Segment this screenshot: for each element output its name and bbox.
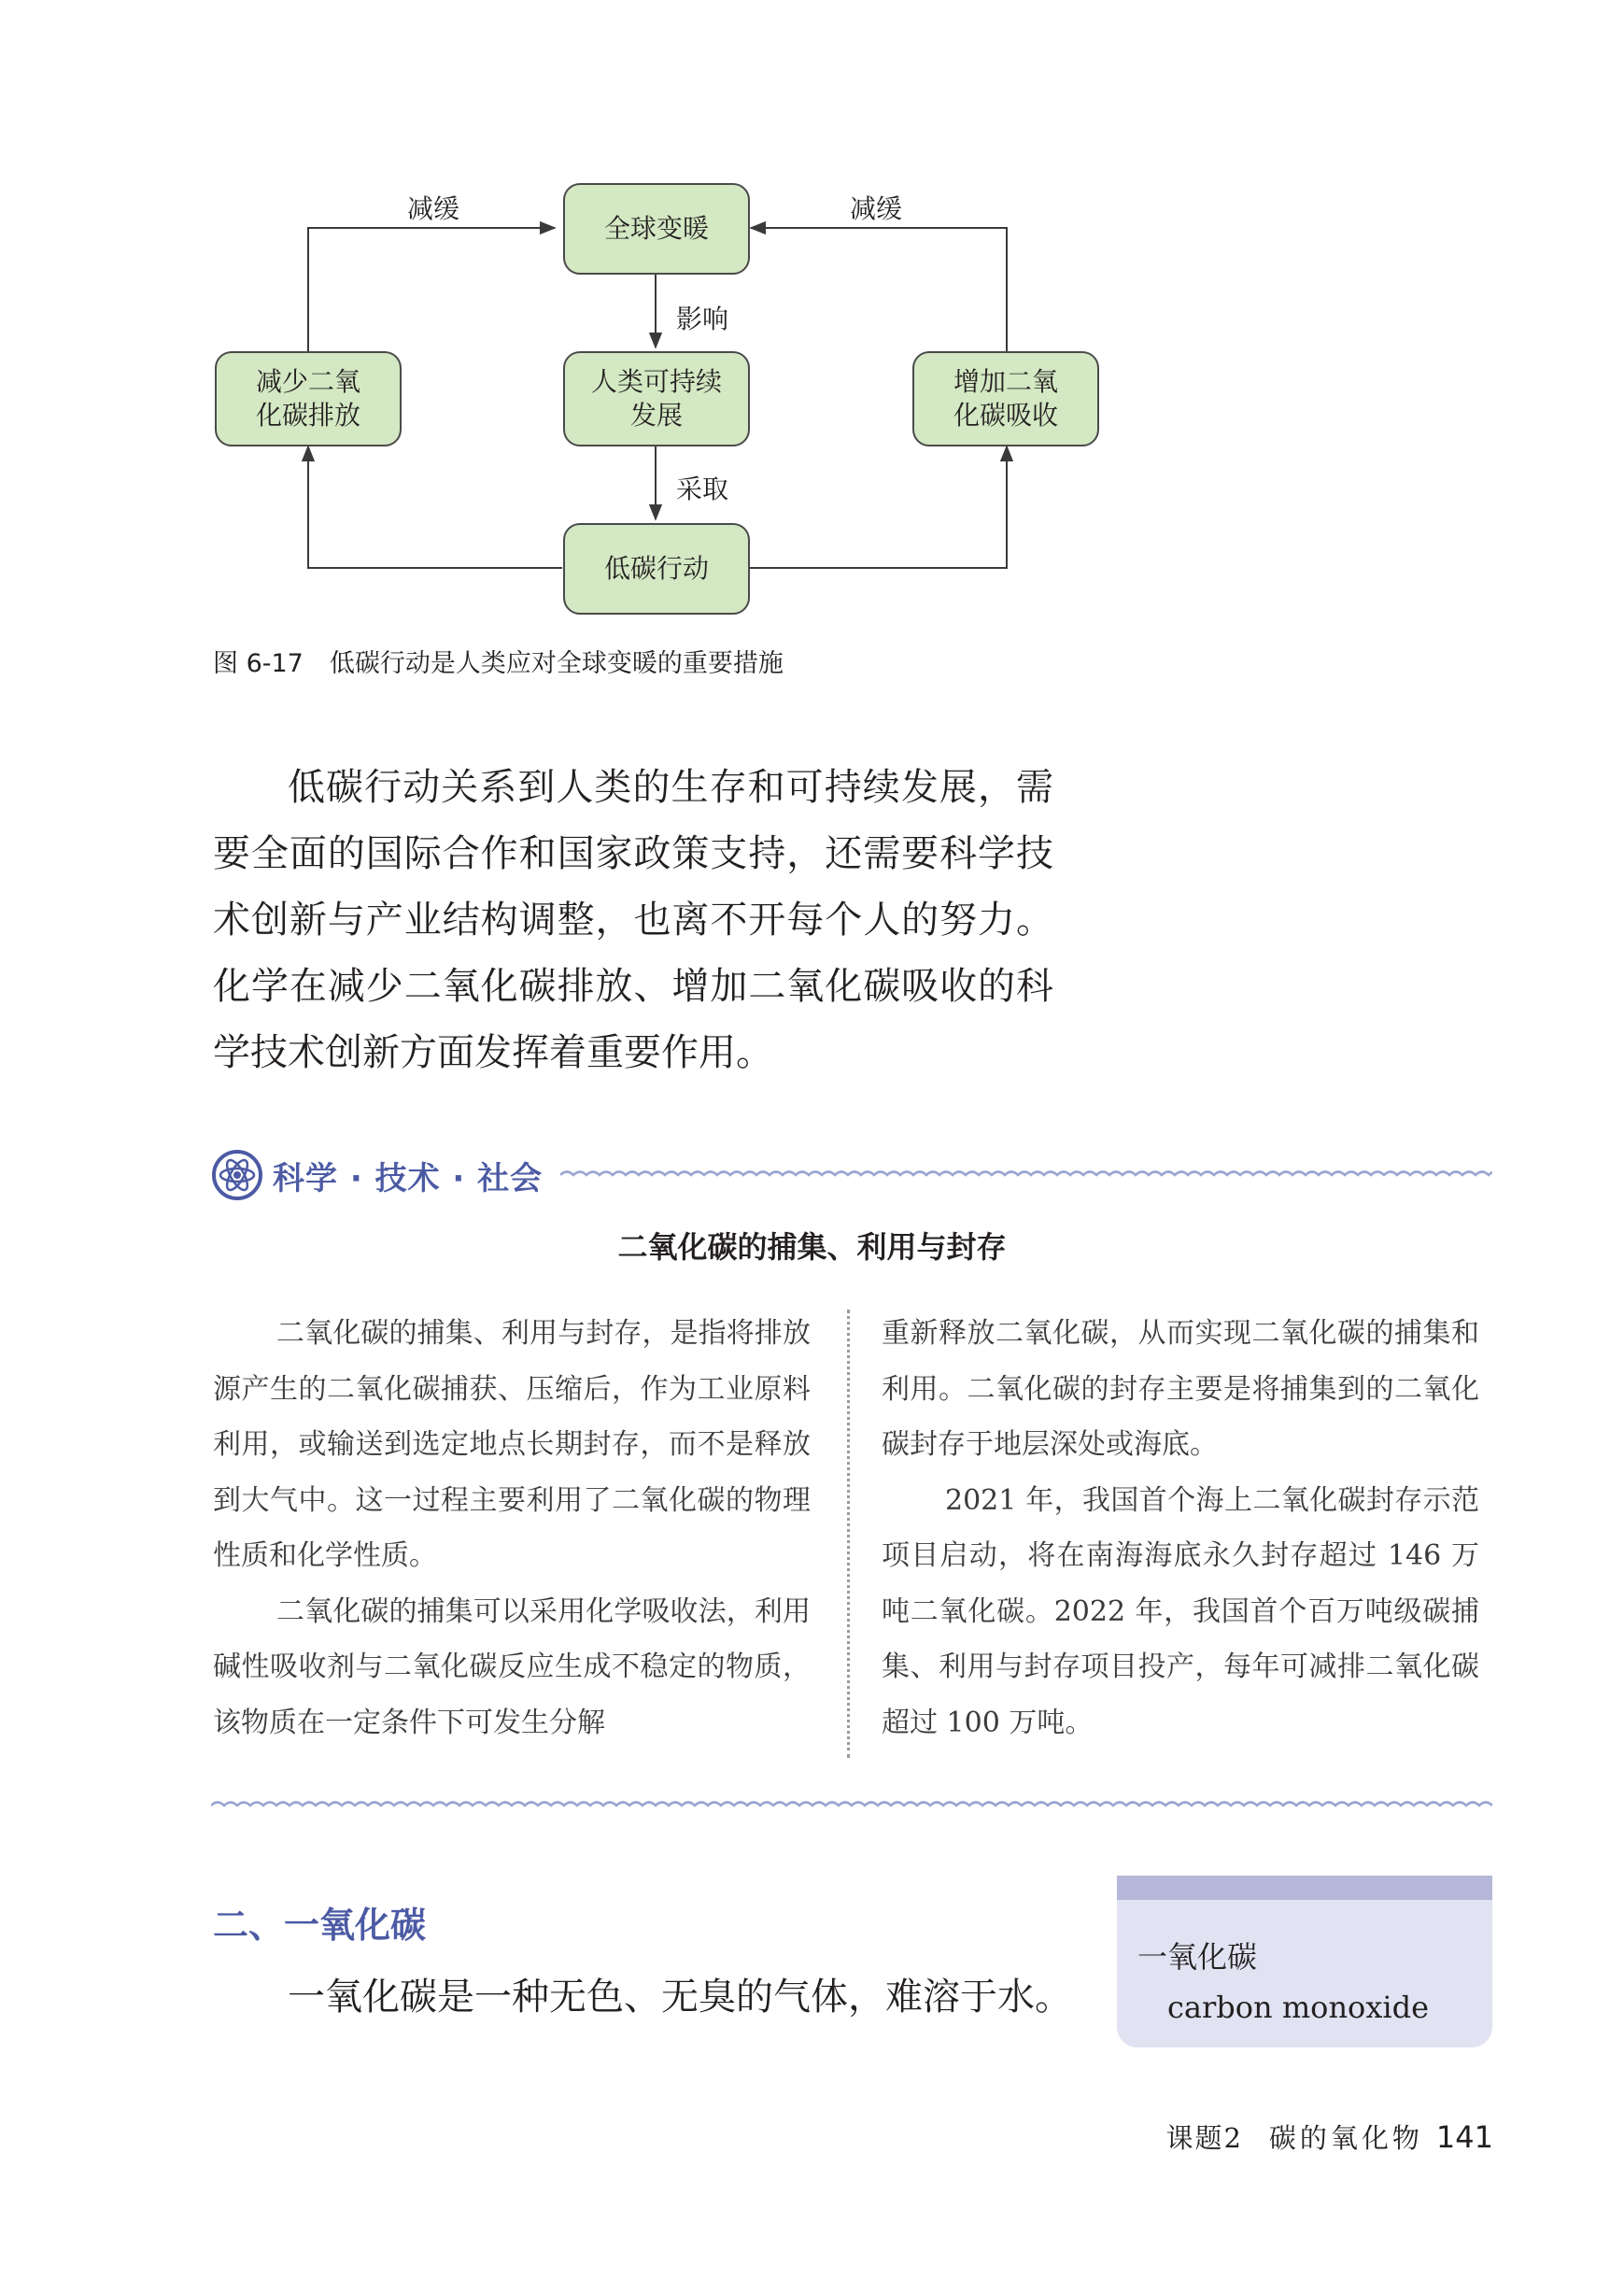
glossary-box-bar — [1117, 1876, 1492, 1900]
node-sustainable-development: 人类可持续 发展 — [563, 351, 750, 446]
page-footer — [1165, 2118, 1493, 2156]
column-divider — [847, 1310, 850, 1758]
box-left-column — [213, 1306, 811, 1750]
edge-lowcarbon-to-increase — [749, 446, 1007, 568]
box-right-paragraph-2: 2021 年，我国首个海上二氧化碳封存示范项目启动，将在南海海底永久封存超过 146 万吨二氧化碳。2022 年，我国首个百万吨级碳捕集、利用与封存项目投产，每年可减排二氧化碳超过 100 万吨。 — [882, 1483, 1479, 1739]
glossary-box — [1117, 1876, 1492, 2047]
label-right-mitigate: 减缓 — [850, 193, 903, 224]
label-affect: 影响 — [676, 304, 729, 334]
box-left-paragraph-1: 二氧化碳的捕集、利用与封存，是指将排放源产生的二氧化碳捕获、压缩后，作为工业原料利用，或输送到选定地点长期封存，而不是释放到大气中。这一过程主要利用了二氧化碳的物理性质和化学性质。 — [213, 1317, 811, 1572]
sts-section-title: 科学 · 技术 · 社会 — [273, 1159, 544, 1197]
section-body: 一氧化碳是一种无色、无臭的气体，难溶于水。 — [288, 1976, 1072, 2019]
caption-number: 图 6-17 — [213, 649, 304, 678]
wavy-divider-bottom — [211, 1798, 1492, 1813]
edge-reduce-to-warming — [308, 228, 555, 353]
box-left-paragraph-2: 二氧化碳的捕集可以采用化学吸收法，利用碱性吸收剂与二氧化碳反应生成不稳定的物质，该物质在一定条件下可发生分解 — [213, 1594, 811, 1739]
sts-header — [211, 1147, 543, 1203]
footer-title: 碳的氧化物 — [1268, 2122, 1423, 2154]
label-adopt: 采取 — [676, 474, 729, 504]
box-title: 二氧化碳的捕集、利用与封存 — [617, 1229, 1007, 1265]
box-right-column — [882, 1306, 1479, 1750]
wavy-divider-top — [560, 1168, 1492, 1183]
caption-text: 低碳行动是人类应对全球变暖的重要措施 — [329, 649, 784, 678]
page-number: 141 — [1435, 2119, 1493, 2155]
section-heading: 二、一氧化碳 — [213, 1905, 427, 1946]
glossary-term-zh: 一氧化碳 — [1137, 1939, 1258, 1975]
figure-caption — [213, 643, 784, 679]
node-increase-absorption: 增加二氧 化碳吸收 — [912, 351, 1099, 446]
edge-increase-to-warming — [751, 228, 1007, 353]
diagram-connectors — [0, 0, 1624, 635]
node-reduce-emission: 减少二氧 化碳排放 — [215, 351, 402, 446]
node-low-carbon-action: 低碳行动 — [563, 523, 750, 615]
glossary-term-en: carbon monoxide — [1167, 1990, 1430, 2025]
box-right-paragraph-1: 重新释放二氧化碳，从而实现二氧化碳的捕集和利用。二氧化碳的封存主要是将捕集到的二氧化碳封存于地层深处或海底。 — [882, 1317, 1479, 1461]
edge-lowcarbon-to-reduce — [308, 446, 562, 568]
flow-diagram — [0, 0, 1624, 635]
node-global-warming: 全球变暖 — [563, 183, 750, 275]
label-left-mitigate: 减缓 — [407, 193, 460, 224]
body-paragraph: 低碳行动关系到人类的生存和可持续发展，需要全面的国际合作和国家政策支持，还需要科学技术创新与产业结构调整，也离不开每个人的努力。化学在减少二氧化碳排放、增加二氧化碳吸收的科学技术创新方面发挥着重要作用。 — [213, 766, 1053, 1074]
atom-icon — [211, 1149, 263, 1201]
footer-topic: 课题2 — [1165, 2122, 1243, 2154]
